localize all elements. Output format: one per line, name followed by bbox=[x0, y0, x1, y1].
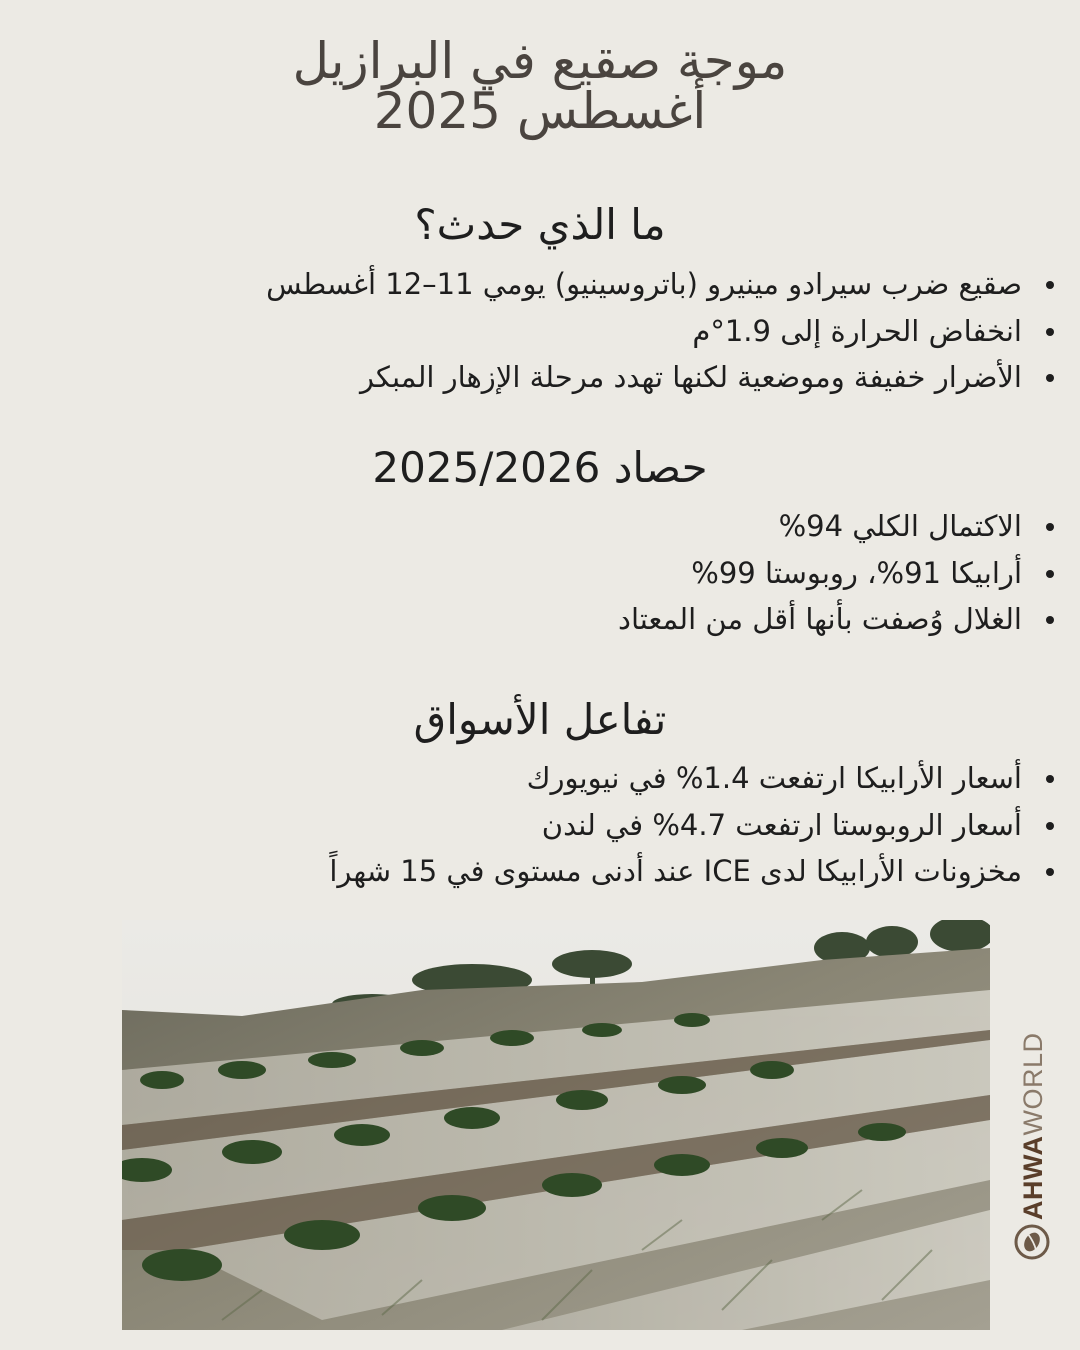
bullet-icon bbox=[1046, 281, 1054, 289]
list-item: الأضرار خفيفة وموضعية لكنها تهدد مرحلة الإزهار المبكر bbox=[132, 354, 1032, 401]
harvest-list bbox=[132, 503, 1032, 643]
section-heading-harvest: حصاد 2025/2026 bbox=[372, 443, 708, 492]
bullet-icon bbox=[1046, 775, 1054, 783]
ahwa-world-logo bbox=[1012, 1000, 1052, 1265]
markets-list bbox=[132, 755, 1032, 895]
bullet-icon bbox=[1046, 570, 1054, 578]
bullet-icon bbox=[1046, 523, 1054, 531]
section-heading-what-happened: ما الذي حدث؟ bbox=[414, 200, 666, 249]
list-item: أرابيكا 91%، روبوستا 99% bbox=[132, 550, 1032, 597]
section-heading-markets: تفاعل الأسواق bbox=[413, 695, 667, 744]
list-item: الغلال وُصفت بأنها أقل من المعتاد bbox=[132, 596, 1032, 643]
title-line-1: موجة صقيع في البرازيل bbox=[292, 32, 788, 90]
page-title bbox=[0, 32, 1080, 140]
frost-field-photo bbox=[122, 920, 990, 1330]
frost-field-illustration bbox=[122, 920, 990, 1330]
coffee-bean-icon bbox=[1014, 1224, 1050, 1260]
bullet-icon bbox=[1046, 868, 1054, 876]
logo-wordmark: AHWAWORLD bbox=[1018, 1032, 1048, 1220]
list-item: أسعار الروبوستا ارتفعت 4.7% في لندن bbox=[132, 802, 1032, 849]
list-item: مخزونات الأرابيكا لدى ICE عند أدنى مستوى في 15 شهراً bbox=[132, 848, 1032, 895]
list-item: أسعار الأرابيكا ارتفعت 1.4% في نيويورك bbox=[132, 755, 1032, 802]
bullet-icon bbox=[1046, 328, 1054, 336]
what-happened-list bbox=[132, 261, 1032, 401]
bullet-icon bbox=[1046, 616, 1054, 624]
title-line-2: أغسطس 2025 bbox=[373, 82, 707, 140]
list-item: انخفاض الحرارة إلى 1.9°م bbox=[132, 308, 1032, 355]
bullet-icon bbox=[1046, 822, 1054, 830]
bullet-icon bbox=[1046, 374, 1054, 382]
list-item: صقيع ضرب سيرادو مينيرو (باتروسينيو) يومي 11–12 أغسطس bbox=[132, 261, 1032, 308]
list-item: الاكتمال الكلي 94% bbox=[132, 503, 1032, 550]
